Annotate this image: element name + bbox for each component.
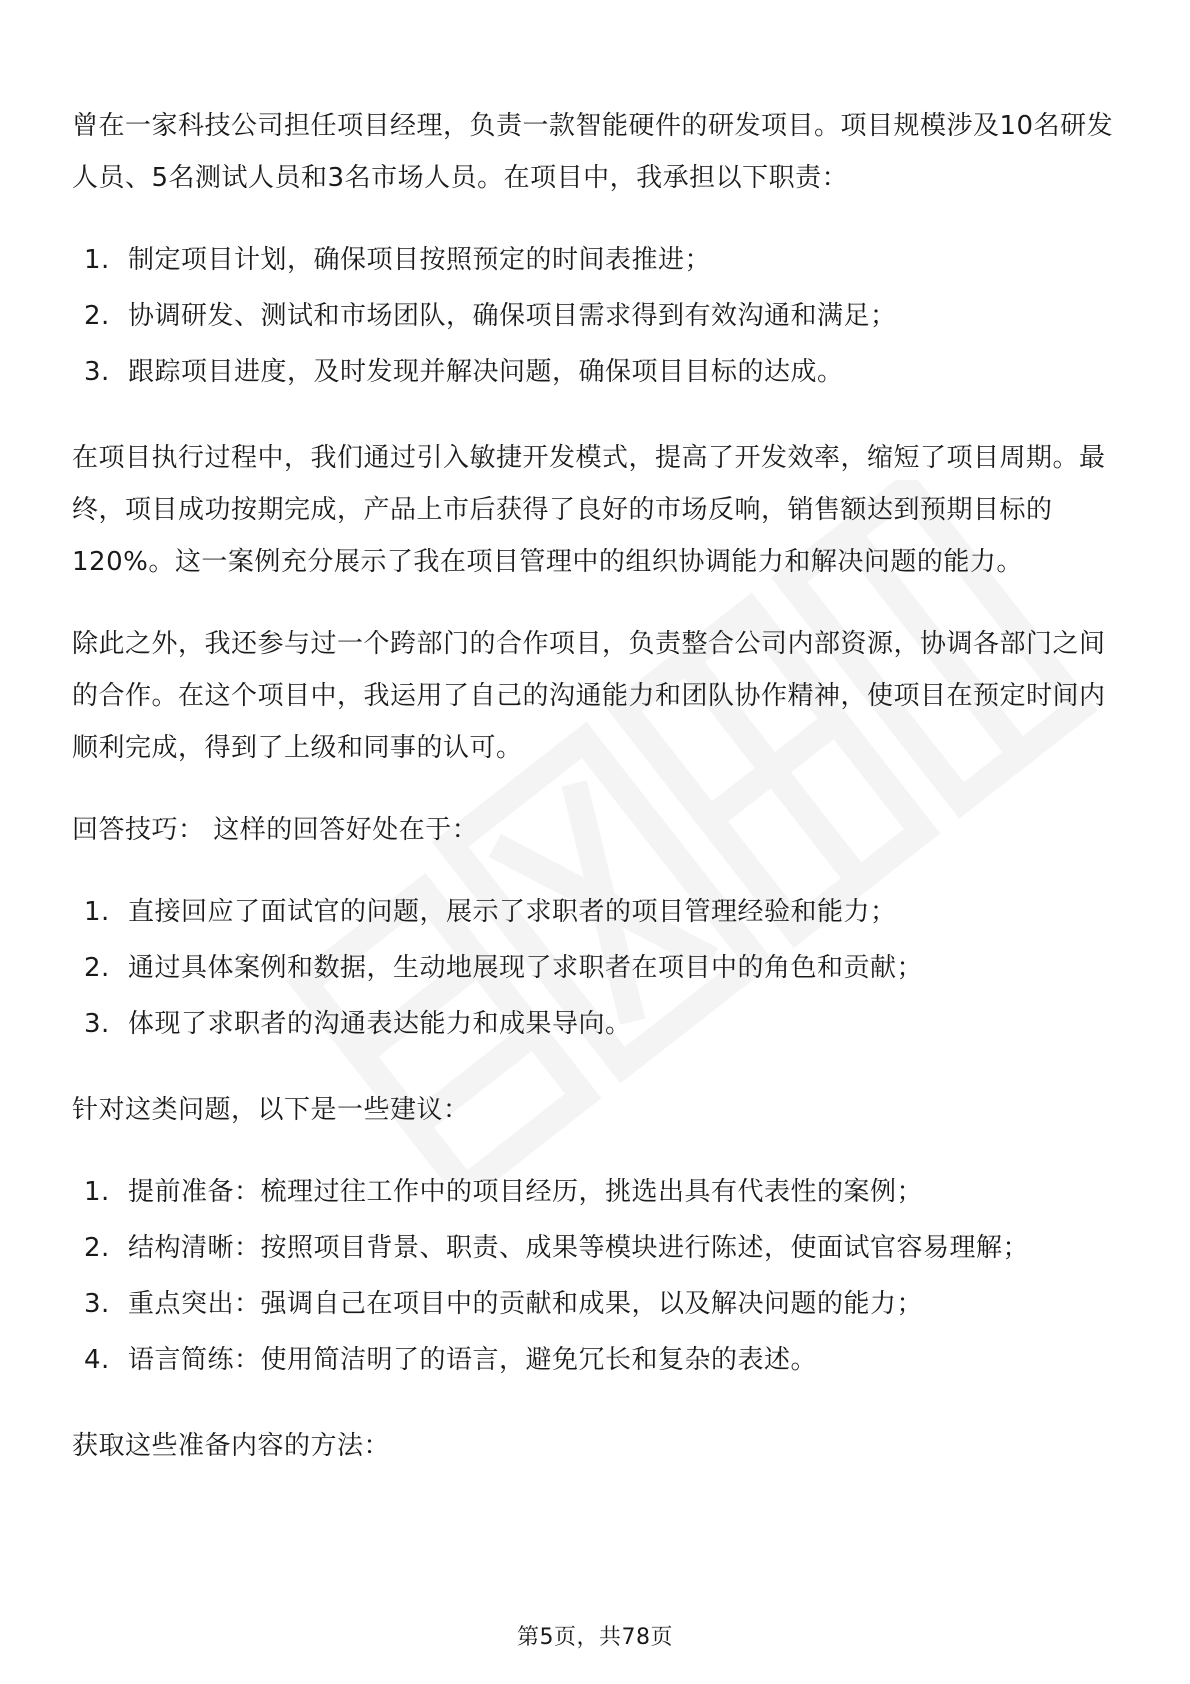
list-item bbox=[72, 1222, 1117, 1278]
tips-heading: 回答技巧： 这样的回答好处在于： bbox=[72, 815, 479, 845]
list-item bbox=[72, 234, 1117, 290]
list-text: 提前准备：梳理过往工作中的项目经历，挑选出具有代表性的案例； bbox=[128, 1177, 924, 1207]
list-number: 2. bbox=[84, 301, 110, 331]
list-text: 通过具体案例和数据，生动地展现了求职者在项目中的角色和贡献； bbox=[128, 953, 924, 983]
list-item bbox=[72, 998, 1117, 1054]
list-text: 体现了求职者的沟通表达能力和成果导向。 bbox=[128, 1009, 632, 1039]
list-text: 协调研发、测试和市场团队，确保项目需求得到有效沟通和满足； bbox=[128, 301, 897, 331]
list-item bbox=[72, 290, 1117, 346]
list-number: 2. bbox=[84, 953, 110, 983]
list-text: 直接回应了面试官的问题，展示了求职者的项目管理经验和能力； bbox=[128, 897, 897, 927]
advice-heading: 针对这类问题，以下是一些建议： bbox=[72, 1095, 470, 1125]
list-number: 1. bbox=[84, 897, 110, 927]
duties-list bbox=[72, 234, 1117, 402]
list-number: 3. bbox=[84, 1009, 110, 1039]
list-item bbox=[72, 942, 1117, 998]
list-number: 2. bbox=[84, 1233, 110, 1263]
list-text: 结构清晰：按照项目背景、职责、成果等模块进行陈述，使面试官容易理解； bbox=[128, 1233, 1030, 1263]
intro-paragraph: 曾在一家科技公司担任项目经理，负责一款智能硬件的研发项目。项目规模涉及10名研发人员、5名测试人员和3名市场人员。在项目中，我承担以下职责： bbox=[72, 111, 1114, 193]
page-number-footer: 第5页，共78页 bbox=[517, 1625, 673, 1650]
list-item bbox=[72, 346, 1117, 402]
list-number: 4. bbox=[84, 1345, 110, 1375]
list-number: 1. bbox=[84, 245, 110, 275]
list-item bbox=[72, 1334, 1117, 1390]
tips-list bbox=[72, 886, 1117, 1054]
list-item bbox=[72, 1166, 1117, 1222]
list-text: 语言简练：使用简洁明了的语言，避免冗长和复杂的表述。 bbox=[128, 1345, 818, 1375]
list-text: 跟踪项目进度，及时发现并解决问题，确保项目目标的达成。 bbox=[128, 357, 844, 387]
list-item bbox=[72, 1278, 1117, 1334]
advice-list bbox=[72, 1166, 1117, 1390]
list-text: 制定项目计划，确保项目按照预定的时间表推进； bbox=[128, 245, 712, 275]
list-item bbox=[72, 886, 1117, 942]
execution-paragraph: 在项目执行过程中，我们通过引入敏捷开发模式，提高了开发效率，缩短了项目周期。最终，项目成功按期完成，产品上市后获得了良好的市场反响，销售额达到预期目标的120%。这一案例充分展示了我在项目管理中的组织协调能力和解决问题的能力。 bbox=[72, 443, 1106, 577]
cross-dept-paragraph: 除此之外，我还参与过一个跨部门的合作项目，负责整合公司内部资源，协调各部门之间的合作。在这个项目中，我运用了自己的沟通能力和团队协作精神，使项目在预定时间内顺利完成，得到了上级和同事的认可。 bbox=[72, 629, 1106, 763]
methods-heading: 获取这些准备内容的方法： bbox=[72, 1431, 391, 1461]
list-number: 3. bbox=[84, 357, 110, 387]
main-content bbox=[72, 100, 1117, 1502]
list-number: 3. bbox=[84, 1289, 110, 1319]
list-number: 1. bbox=[84, 1177, 110, 1207]
list-text: 重点突出：强调自己在项目中的贡献和成果，以及解决问题的能力； bbox=[128, 1289, 924, 1319]
